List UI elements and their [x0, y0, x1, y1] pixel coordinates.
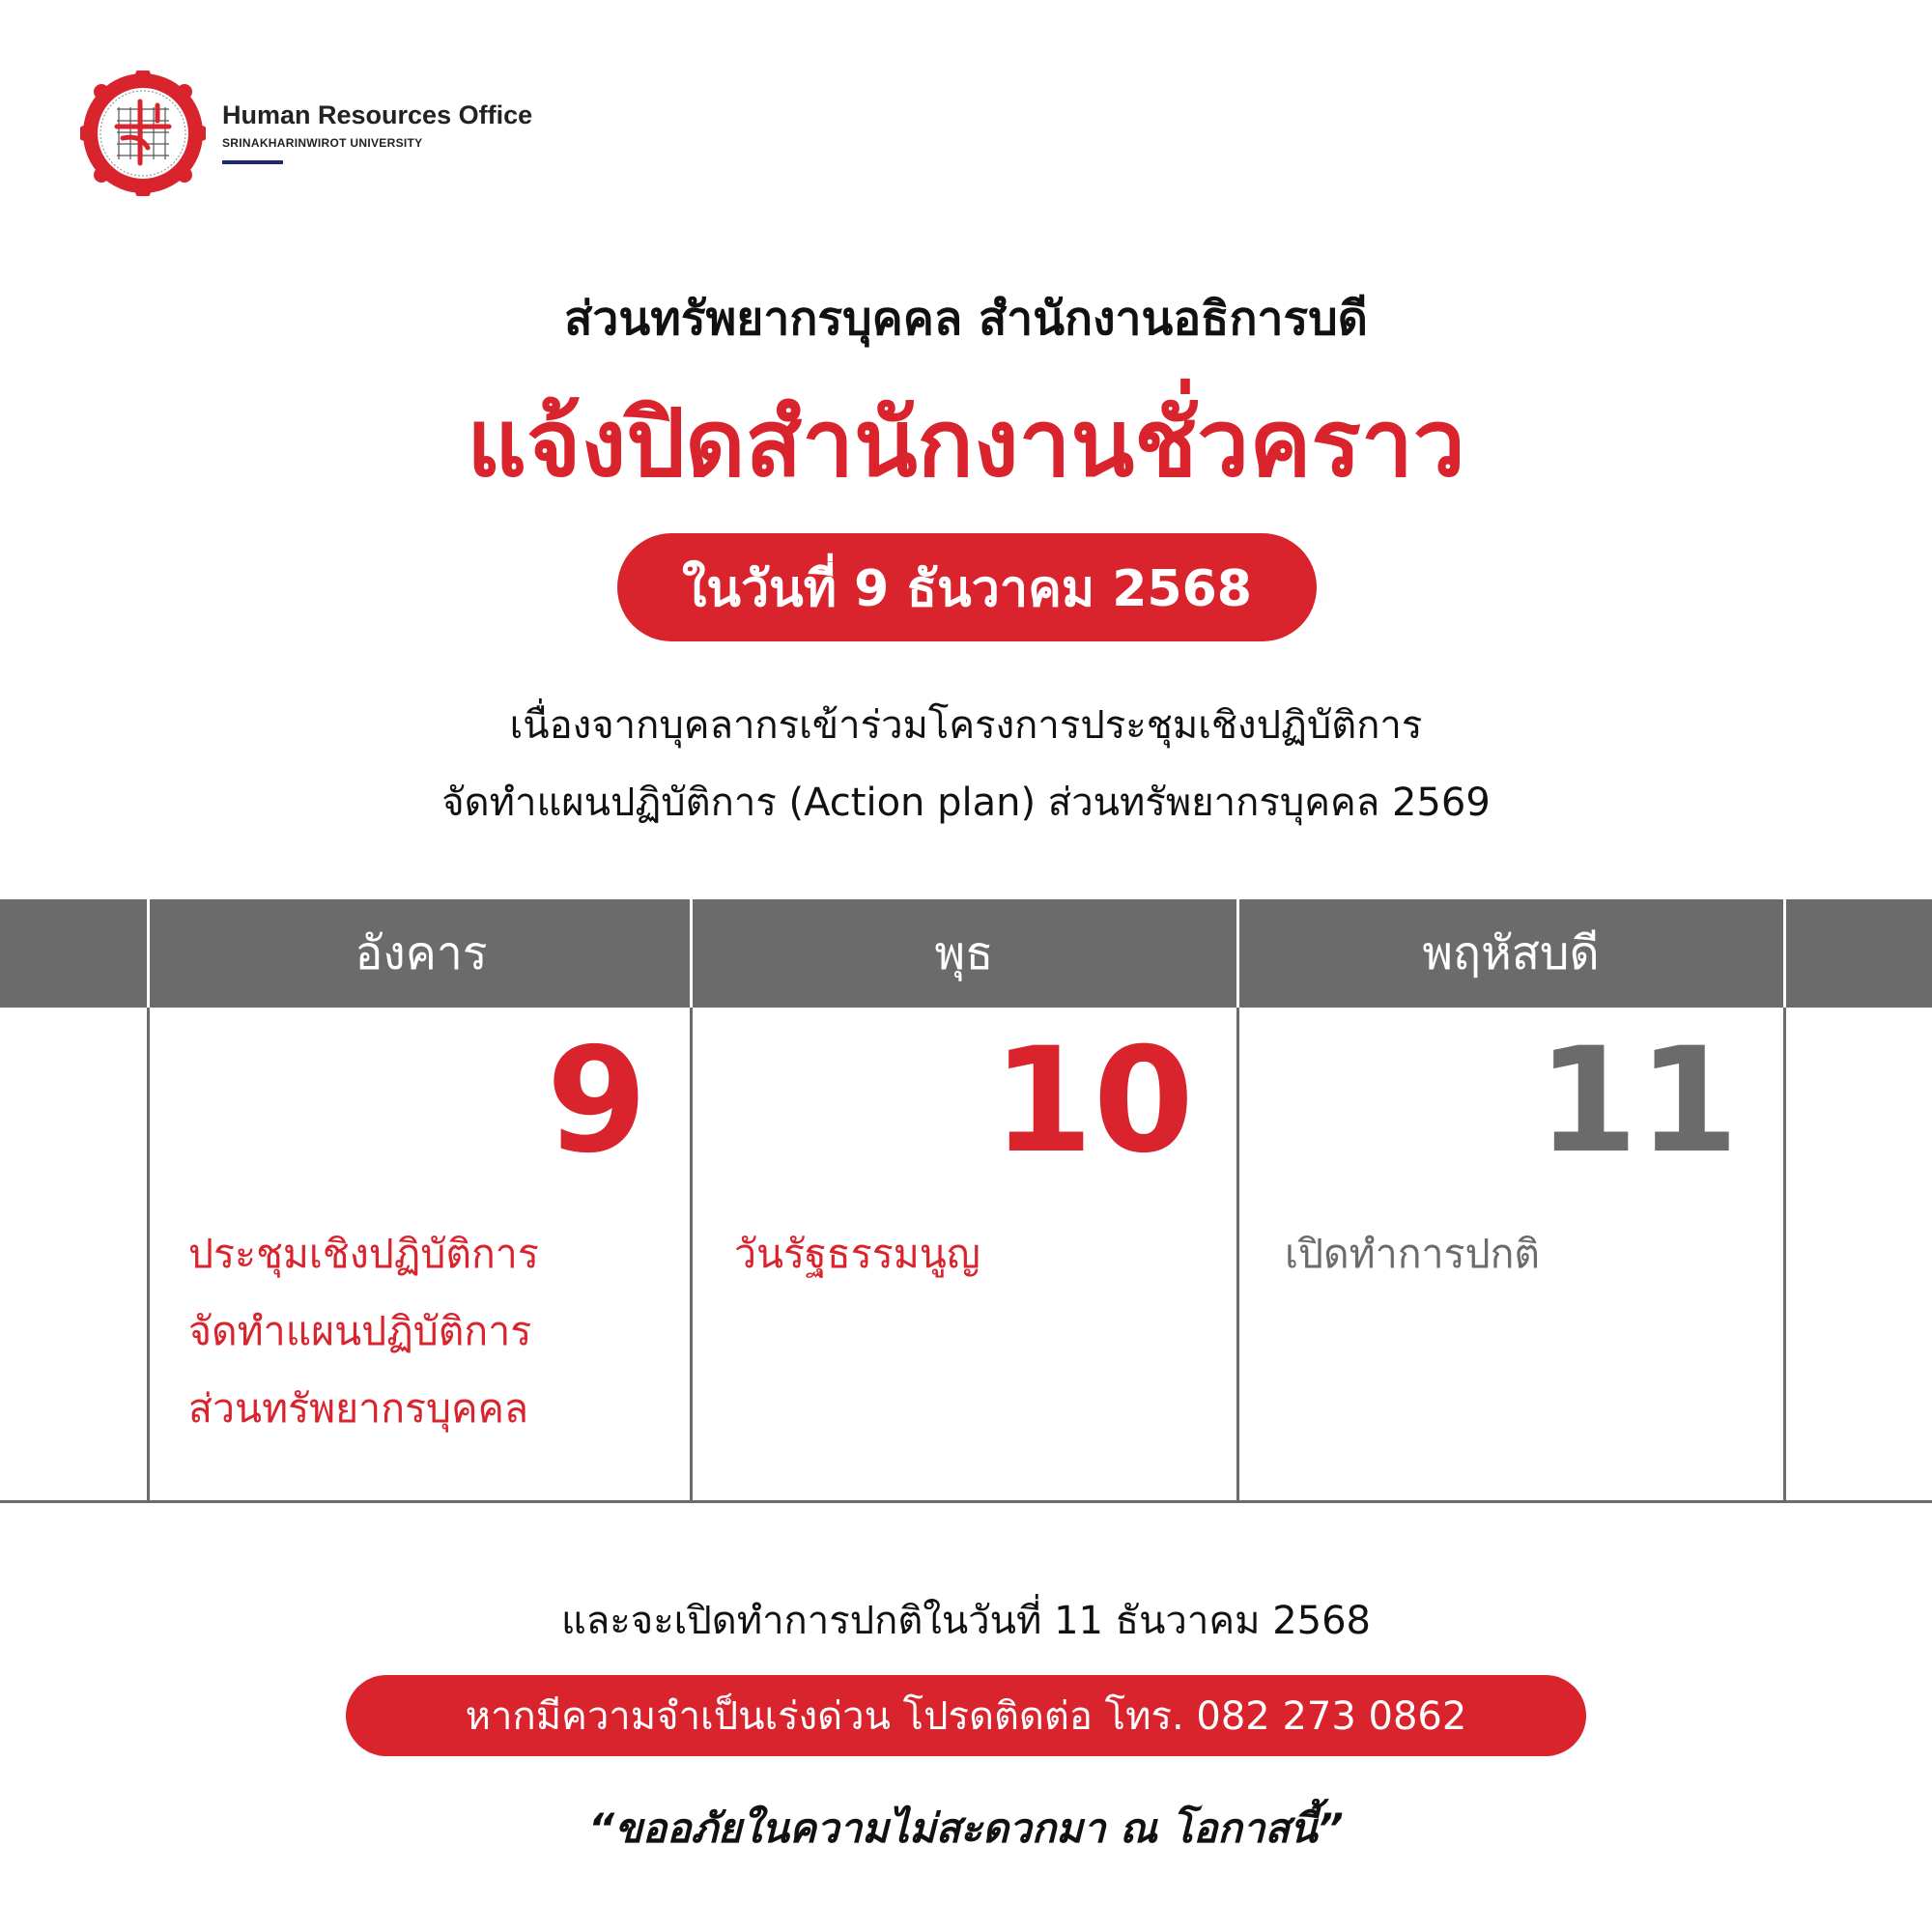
day-name-thursday: พฤหัสบดี: [1422, 926, 1600, 980]
day-note-11: [1285, 1215, 1540, 1293]
day-note-9: [188, 1215, 539, 1447]
reason-line-1: เนื่องจากบุคลากรเข้าร่วมโครงการประชุมเชิงปฏิบัติการ: [509, 703, 1423, 748]
calendar-column-line: [690, 1008, 693, 1503]
calendar-column-line: [147, 1008, 150, 1503]
org-underline: [222, 160, 283, 164]
university-seal-logo: [80, 71, 206, 196]
calendar-bottom-line: [0, 1500, 1932, 1503]
calendar-column-line: [1236, 1008, 1239, 1503]
department-title: ส่วนทรัพยากรบุคคล สำนักงานอธิการบดี: [564, 292, 1368, 346]
day-number-11: 11: [1537, 1017, 1739, 1185]
day-name-wednesday: พุธ: [934, 926, 994, 980]
org-subtitle: SRINAKHARINWIROT UNIVERSITY: [222, 136, 423, 150]
day-name-tuesday: อังคาร: [355, 926, 488, 980]
calendar-column-line: [1783, 1008, 1786, 1503]
note-line: ส่วนทรัพยากรบุคคล: [188, 1385, 529, 1432]
note-line: วันรัฐธรรมนูญ: [734, 1231, 980, 1277]
day-number-10: 10: [992, 1017, 1194, 1185]
note-line: จัดทำแผนปฏิบัติการ: [188, 1308, 532, 1354]
org-name: Human Resources Office: [222, 100, 533, 129]
reopen-text: และจะเปิดทำการปกติในวันที่ 11 ธันวาคม 2568: [560, 1599, 1371, 1643]
note-line: เปิดทำการปกติ: [1285, 1231, 1541, 1277]
day-number-9: 9: [546, 1017, 647, 1185]
header-separator: [1783, 899, 1786, 1008]
reason-line-2: จัดทำแผนปฏิบัติการ (Action plan) ส่วนทรัพยากรบุคคล 2569: [441, 781, 1491, 825]
contact-badge: หากมีความจำเป็นเร่งด่วน โปรดติดต่อ โทร. 082 273 0862: [346, 1675, 1586, 1756]
day-note-10: [734, 1215, 980, 1293]
apology-text: “ขออภัยในความไม่สะดวกมา ณ โอกาสนี้”: [588, 1804, 1344, 1852]
note-line: ประชุมเชิงปฏิบัติการ: [188, 1231, 539, 1277]
main-title: แจ้งปิดสำนักงานชั่วคราว: [467, 389, 1465, 497]
closure-date-badge: ในวันที่ 9 ธันวาคม 2568: [617, 533, 1317, 641]
